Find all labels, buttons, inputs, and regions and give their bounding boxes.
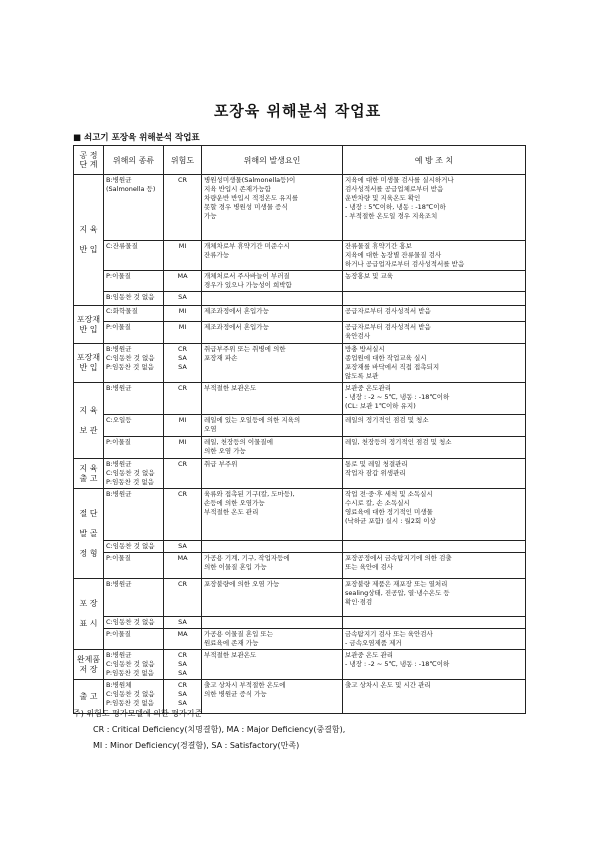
hazard-type-cell <box>104 175 164 241</box>
header-stage <box>74 146 104 175</box>
hazard-type-cell <box>104 650 164 680</box>
text-line: 보관중 온도관리 <box>345 384 392 392</box>
text-line: B:병원균 <box>106 490 132 498</box>
table-row <box>74 541 526 553</box>
prevention-measure-cell <box>343 175 526 241</box>
text-line: 단 계 <box>79 160 98 169</box>
text-line <box>74 609 103 619</box>
process-stage-cell <box>74 489 104 579</box>
risk-level-cell <box>164 241 202 271</box>
text-line: SA <box>178 669 187 677</box>
hazard-type-cell <box>104 383 164 415</box>
hazard-type-cell <box>104 344 164 383</box>
hazard-type-cell <box>104 459 164 489</box>
text-line: 차량운반 반입시 적정온도 유지를 <box>204 194 299 202</box>
risk-level-cell <box>164 489 202 541</box>
prevention-measure-cell <box>343 415 526 437</box>
hazard-type-cell <box>104 292 164 306</box>
process-stage-cell <box>74 579 104 650</box>
table-row <box>74 292 526 306</box>
hazard-type-cell <box>104 437 164 459</box>
text-line: P:이물질 <box>106 630 131 638</box>
text-line: 또는 육안에 검사 <box>345 563 394 571</box>
footnotes <box>73 706 345 754</box>
text-line: P:임동찬 것 없음 <box>106 669 154 677</box>
text-line: 위험도 <box>170 155 195 165</box>
text-line: C:오일등 <box>106 416 132 424</box>
risk-level-cell <box>164 344 202 383</box>
text-line: P:이물질 <box>106 323 131 331</box>
risk-level-cell <box>164 306 202 322</box>
text-line: 확인·점검 <box>345 598 373 606</box>
text-line: C:임동찬 것 없음 <box>106 660 155 668</box>
text-line: 출고 상차시 온도 및 시간 관리 <box>345 681 431 689</box>
text-line: 포장공정에서 금속탐지기에 의한 검출 <box>345 554 452 562</box>
text-line: 출고 상차시 부적절한 온도에 <box>204 681 286 689</box>
text-line: 잔류물질 휴약기간 홍보 <box>345 242 412 250</box>
text-line: B:병원균 <box>106 651 132 659</box>
prevention-measure-cell <box>343 459 526 489</box>
text-line: 손등에 의한 오염가능 <box>204 499 265 507</box>
text-line: 공급자로부터 검사성적서 받음 <box>345 323 431 331</box>
prevention-measure-cell <box>343 306 526 322</box>
text-line: 방충 방서실시 <box>345 345 385 353</box>
prevention-measure-cell <box>343 344 526 383</box>
text-line: (CL: 보관 1℃이하 유지) <box>345 402 416 410</box>
prevention-measure-cell <box>343 241 526 271</box>
hazard-cause-cell <box>202 383 343 415</box>
text-line: C:임동찬 것 없음 <box>106 354 155 362</box>
text-line: CR <box>177 490 188 498</box>
table-row <box>74 271 526 292</box>
text-line: 절 단 <box>79 508 98 518</box>
table-row <box>74 241 526 271</box>
prevention-measure-cell <box>343 617 526 629</box>
text-line <box>345 542 523 551</box>
hazard-cause-cell <box>202 617 343 629</box>
text-line: 완제품 <box>76 654 101 664</box>
table-row <box>74 650 526 680</box>
text-line: 지 육 <box>79 463 98 473</box>
text-line: 포 장 <box>79 599 98 608</box>
text-line: MA <box>177 272 188 280</box>
text-line: 표 시 <box>79 619 98 628</box>
footnote-line-3: MI : Minor Deficiency(경결함), SA : Satisfactory(만족) <box>93 741 300 750</box>
text-line: 하거나 공급업자로부터 검사성적서를 받음 <box>345 260 465 268</box>
text-line: 저 장 <box>79 664 98 674</box>
text-line: 포장불량 제품은 재포장 또는 열처리 <box>345 580 448 588</box>
hazard-analysis-table <box>73 145 526 714</box>
text-line: SA <box>178 690 187 698</box>
hazard-type-cell <box>104 241 164 271</box>
text-line: B:병원균 <box>106 384 132 392</box>
text-line: CR <box>177 176 188 184</box>
text-line: 지육 반입시 존재가능함 <box>204 185 271 193</box>
text-line: 위해의 발생요인 <box>243 155 301 165</box>
text-line: 않도록 보관 <box>345 372 379 380</box>
hazard-cause-cell <box>202 541 343 553</box>
prevention-measure-cell <box>343 541 526 553</box>
text-line: 제조과정에서 혼입가능 <box>204 307 269 315</box>
text-line <box>204 618 340 627</box>
prevention-measure-cell <box>343 553 526 579</box>
text-line: P:이물질 <box>106 554 131 562</box>
hazard-cause-cell <box>202 292 343 306</box>
header-cause <box>202 146 343 175</box>
footnote-line-1: 주) 위험도 평가모델에 의한 평가기준 <box>73 709 203 718</box>
text-line: MI <box>178 416 187 424</box>
hazard-cause-cell <box>202 553 343 579</box>
table-row <box>74 175 526 241</box>
text-line: 포장불량에 의한 오염 가능 <box>204 580 280 588</box>
prevention-measure-cell <box>343 629 526 650</box>
text-line <box>74 519 103 529</box>
hazard-type-cell <box>104 271 164 292</box>
text-line: C:잔류물질 <box>106 242 138 250</box>
hazard-cause-cell <box>202 579 343 617</box>
text-line: 출 고 <box>79 691 98 701</box>
text-line <box>74 235 103 245</box>
text-line: 포장재 파손 <box>204 354 238 362</box>
text-line: 못할 경우 병원성 미생물 증식 <box>204 203 288 211</box>
text-line: 정 형 <box>79 548 98 558</box>
text-line: 레일에 있는 오일등에 의한 지육의 <box>204 416 301 424</box>
text-line: 작업 전·중·후 세척 및 소독실시 <box>345 490 433 498</box>
text-line: C:화학물질 <box>106 307 138 315</box>
text-line: 오염 <box>204 425 217 433</box>
document-title: 포장육 위해분석 작업표 <box>213 102 382 120</box>
text-line: 원료육에 존재 가능 <box>204 639 259 647</box>
text-line: 위해의 종류 <box>112 155 155 165</box>
text-line: P:이물질 <box>106 272 131 280</box>
text-line <box>345 618 523 627</box>
text-line <box>204 542 340 551</box>
text-line: 공급자로부터 검사성적서 받음 <box>345 307 431 315</box>
hazard-cause-cell <box>202 322 343 344</box>
risk-level-cell <box>164 437 202 459</box>
text-line: sealing상태, 진공압, 열·냉수온도 등 <box>345 589 450 597</box>
text-line: 부적절한 보관온도 <box>204 384 257 392</box>
risk-level-cell <box>164 617 202 629</box>
text-line: SA <box>178 542 187 550</box>
text-line: B:병원균 <box>106 176 132 184</box>
hazard-cause-cell <box>202 459 343 489</box>
text-line: 레일의 정기적인 점검 및 청소 <box>345 416 429 424</box>
text-line: CR <box>177 384 188 392</box>
text-line: C:임동찬 것 없음 <box>106 618 155 626</box>
prevention-measure-cell <box>343 489 526 541</box>
process-stage-cell <box>74 344 104 383</box>
risk-level-cell <box>164 579 202 617</box>
hazard-cause-cell <box>202 344 343 383</box>
text-line: 지 육 <box>79 405 98 415</box>
text-line: 육류와 접촉된 기구(칼, 도마등), <box>204 490 295 498</box>
hazard-type-cell <box>104 541 164 553</box>
hazard-cause-cell <box>202 415 343 437</box>
text-line: 검사성적서를 공급업체로부터 받음 <box>345 185 444 193</box>
text-line: 포장재 <box>76 314 101 324</box>
table-row <box>74 383 526 415</box>
process-stage-cell <box>74 306 104 344</box>
prevention-measure-cell <box>343 680 526 714</box>
text-line: 포장재를 바닥에서 직접 접촉되지 <box>345 363 440 371</box>
text-line: B:병원균 <box>106 345 132 353</box>
text-line: SA <box>178 354 187 362</box>
text-line: CR <box>177 345 188 353</box>
text-line: 출 고 <box>79 473 98 483</box>
table-subtitle: ■ 쇠고기 포장육 위해분석 작업표 <box>73 133 200 143</box>
risk-level-cell <box>164 415 202 437</box>
risk-level-cell <box>164 459 202 489</box>
text-line: 가공용 기계, 기구, 작업자등에 <box>204 554 290 562</box>
prevention-measure-cell <box>343 292 526 306</box>
hazard-cause-cell <box>202 271 343 292</box>
text-line: SA <box>178 363 187 371</box>
hazard-type-cell <box>104 322 164 344</box>
risk-level-cell <box>164 629 202 650</box>
prevention-measure-cell <box>343 271 526 292</box>
text-line: MI <box>178 438 187 446</box>
footnote-line-2: CR : Critical Deficiency(치명결함), MA : Major Deficiency(중결함), <box>93 725 346 734</box>
table-row <box>74 459 526 489</box>
text-line <box>204 293 340 302</box>
table-row <box>74 344 526 383</box>
text-line: 의한 병원균 증식 가능 <box>204 690 267 698</box>
text-line: P:임동찬 것 없음 <box>106 699 154 707</box>
text-line: 레일, 천장등의 이물질에 <box>204 438 273 446</box>
table-row <box>74 629 526 650</box>
text-line: - 부적절한 온도일 경우 지육조치 <box>345 212 438 220</box>
table-header-row <box>74 146 526 175</box>
text-line: 수시로 칼, 손 소독실시 <box>345 499 410 507</box>
text-line: CR <box>177 580 188 588</box>
text-line: 육안검사 <box>345 332 371 340</box>
risk-level-cell <box>164 292 202 306</box>
text-line: 예 방 조 치 <box>414 155 454 165</box>
hazard-type-cell <box>104 306 164 322</box>
text-line: (낙하균 포함) 실시 : 월2회 이상 <box>345 517 436 525</box>
risk-level-cell <box>164 650 202 680</box>
text-line: 금속탐지기 검사 또는 육안검사 <box>345 630 433 638</box>
text-line: P:임동찬 것 없음 <box>106 478 154 486</box>
table-row <box>74 617 526 629</box>
hazard-cause-cell <box>202 241 343 271</box>
text-line: 포장재 <box>76 353 101 362</box>
prevention-measure-cell <box>343 437 526 459</box>
text-line: 취급 부주위 <box>204 460 238 468</box>
table-row <box>74 415 526 437</box>
text-line: 개체처로서 주사바늘이 부러질 <box>204 272 290 280</box>
text-line: 가능 <box>204 212 217 220</box>
risk-level-cell <box>164 541 202 553</box>
text-line: 지 육 <box>79 225 98 234</box>
risk-level-cell <box>164 322 202 344</box>
text-line: B:병원균 <box>106 580 132 588</box>
text-line: 발 골 <box>79 528 98 538</box>
hazard-type-cell <box>104 617 164 629</box>
text-line: SA <box>178 618 187 626</box>
process-stage-cell <box>74 383 104 459</box>
text-line: C:임동찬 것 없음 <box>106 469 155 477</box>
text-line: 경우가 있으나 가능성이 희박함 <box>204 281 292 289</box>
text-line: 종업원에 대한 작업교육 실시 <box>345 354 427 362</box>
hazard-cause-cell <box>202 437 343 459</box>
text-line: 취급부주위 또는 취병에 의한 <box>204 345 286 353</box>
text-line: MI <box>178 323 187 331</box>
text-line: 레일, 천장등의 정기적인 점검 및 청소 <box>345 438 452 446</box>
table-row <box>74 553 526 579</box>
text-line: SA <box>178 660 187 668</box>
text-line: SA <box>178 699 187 707</box>
text-line: 보 관 <box>79 425 98 435</box>
text-line: 작업자 잠갑 위생관리 <box>345 469 406 477</box>
hazard-cause-cell <box>202 650 343 680</box>
hazard-cause-cell <box>202 306 343 322</box>
text-line <box>345 293 523 302</box>
text-line: P:이물질 <box>106 438 131 446</box>
prevention-measure-cell <box>343 579 526 617</box>
prevention-measure-cell <box>343 322 526 344</box>
text-line: - 금속오염제품 제거 <box>345 639 402 647</box>
risk-level-cell <box>164 553 202 579</box>
text-line: MA <box>177 554 188 562</box>
text-line: MI <box>178 242 187 250</box>
hazard-type-cell <box>104 629 164 650</box>
text-line: MI <box>178 307 187 315</box>
process-stage-cell <box>74 650 104 680</box>
text-line: - 냉장 : -2 ~ 5℃, 냉동 : -18℃이하 <box>345 660 450 668</box>
risk-level-cell <box>164 383 202 415</box>
text-line: 의한 오염 가능 <box>204 447 246 455</box>
text-line: 반 입 <box>79 324 98 334</box>
header-risk <box>164 146 202 175</box>
text-line <box>74 539 103 549</box>
table-row <box>74 489 526 541</box>
text-line: (Salmonella 등) <box>106 185 156 193</box>
text-line: 공 정 <box>79 151 98 160</box>
text-line: CR <box>177 681 188 689</box>
text-line: C:임동찬 것 없음 <box>106 542 155 550</box>
hazard-type-cell <box>104 489 164 541</box>
text-line: 영료육에 대한 정기적인 미생물 <box>345 508 433 516</box>
text-line: 운반차량 및 지육온도 확인 <box>345 194 421 202</box>
table-row <box>74 437 526 459</box>
text-line: 보관중 온도 관리 <box>345 651 394 659</box>
text-line: 가공용 이물질 혼입 또는 <box>204 630 273 638</box>
text-line <box>74 416 103 426</box>
text-line: - 냉장 : 5℃이하, 냉동 : -18℃이하 <box>345 203 446 211</box>
text-line: CR <box>177 460 188 468</box>
header-prevention <box>343 146 526 175</box>
hazard-type-cell <box>104 579 164 617</box>
text-line: B:병원체 <box>106 681 132 689</box>
table-row <box>74 306 526 322</box>
text-line: CR <box>177 651 188 659</box>
hazard-type-cell <box>104 553 164 579</box>
text-line: C:임동찬 것 없음 <box>106 690 155 698</box>
text-line: B:병원균 <box>106 460 132 468</box>
text-line: 제조과정에서 혼입가능 <box>204 323 269 331</box>
text-line: 지육에 대한 미생물 검사를 실시하거나 <box>345 176 454 184</box>
risk-level-cell <box>164 271 202 292</box>
text-line: 지육에 대한 농장별 잔류물질 검사 <box>345 251 442 259</box>
text-line: MA <box>177 630 188 638</box>
text-line: 병원성미생물(Salmonella등)이 <box>204 176 296 184</box>
text-line: 통로 및 레일 청결관리 <box>345 460 408 468</box>
text-line: 부적절한 보관온도 <box>204 651 257 659</box>
table-row <box>74 579 526 617</box>
process-stage-cell <box>74 459 104 489</box>
text-line: SA <box>178 293 187 301</box>
text-line: - 냉장 : -2 ~ 5℃, 냉동 : -18℃이하 <box>345 393 450 401</box>
table-row <box>74 322 526 344</box>
text-line: 농장홍보 및 교육 <box>345 272 394 280</box>
text-line: P:임동찬 것 없음 <box>106 363 154 371</box>
risk-level-cell <box>164 175 202 241</box>
text-line: 잔류가능 <box>204 251 230 259</box>
hazard-type-cell <box>104 415 164 437</box>
text-line: 부적절한 온도 관리 <box>204 508 259 516</box>
hazard-cause-cell <box>202 489 343 541</box>
hazard-cause-cell <box>202 629 343 650</box>
text-line: B:임동찬 것 없음 <box>106 293 155 301</box>
hazard-cause-cell <box>202 175 343 241</box>
text-line: 반 입 <box>79 245 98 254</box>
text-line: 반 입 <box>79 363 98 372</box>
text-line: 의한 이물질 혼입 가능 <box>204 563 267 571</box>
header-hazard <box>104 146 164 175</box>
text-line: 개체차로부 휴약기간 미준수시 <box>204 242 290 250</box>
prevention-measure-cell <box>343 383 526 415</box>
prevention-measure-cell <box>343 650 526 680</box>
process-stage-cell <box>74 175 104 306</box>
